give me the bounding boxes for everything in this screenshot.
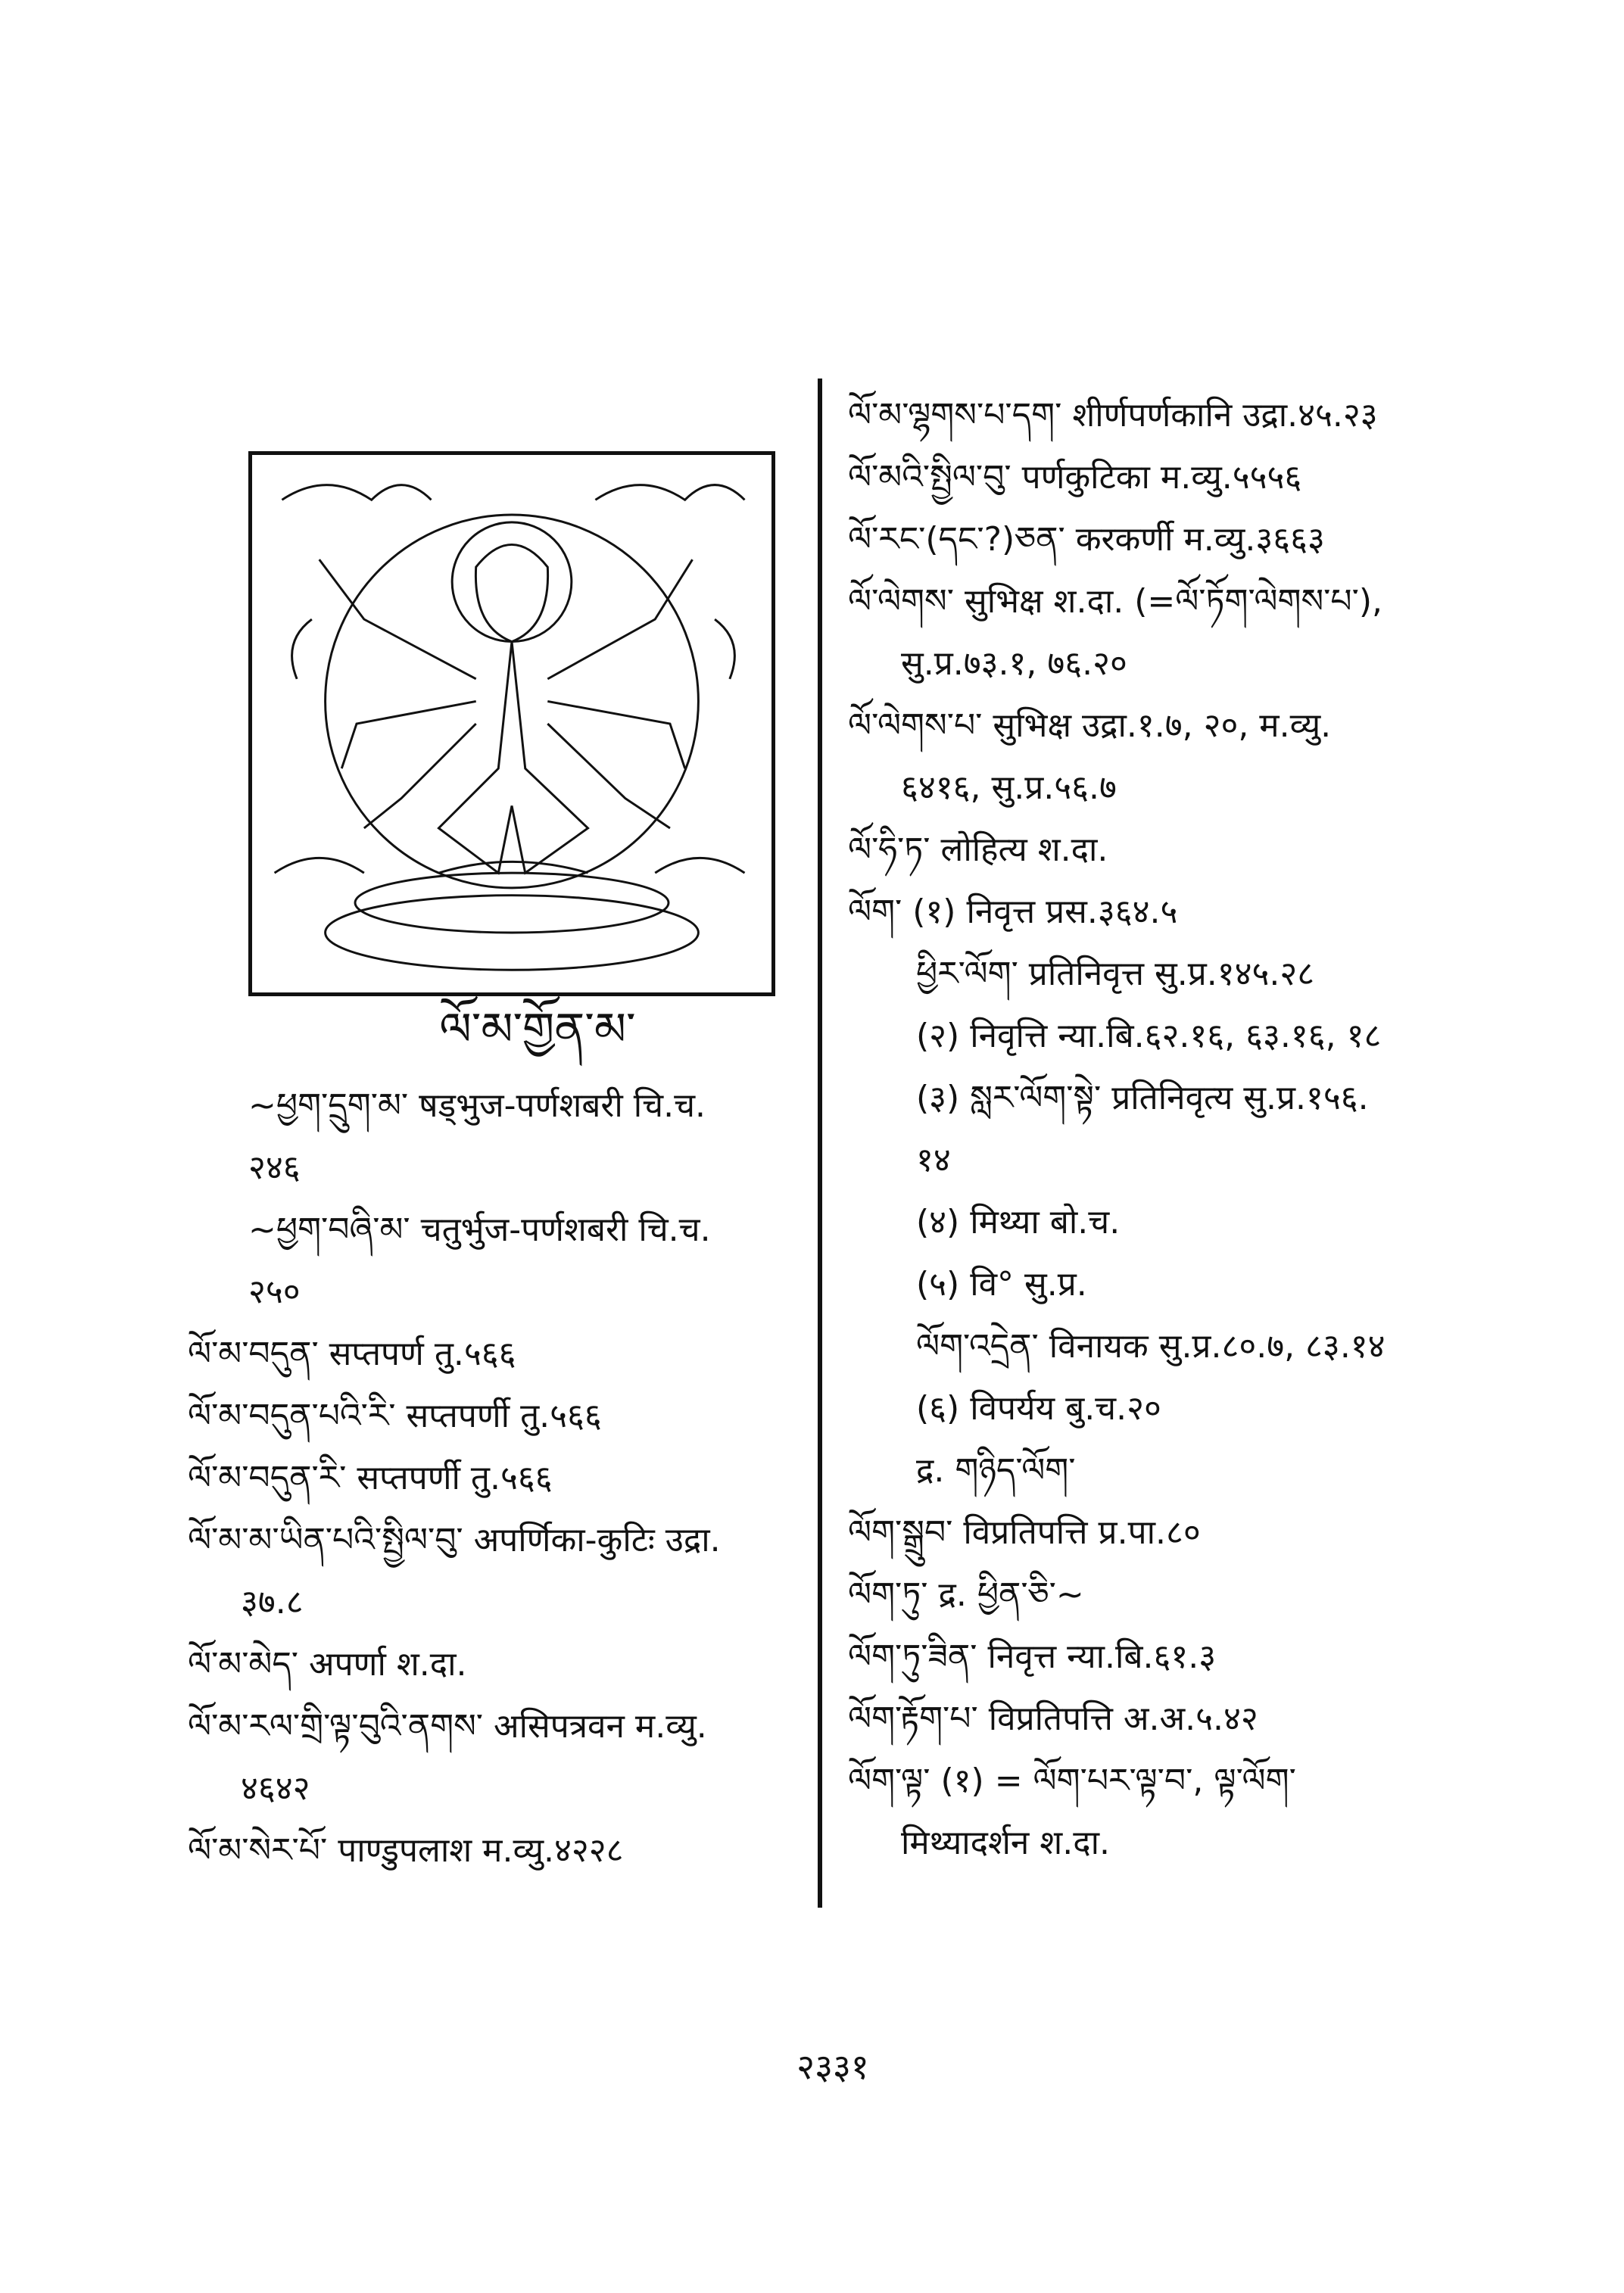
entry-line: ལོ་མ་མ་ཡིན་པའི་སྤྱིལ་བུ་ अपर्णिका-कुटिः उद्रा. <box>188 1521 721 1559</box>
entry-line: ལོ་མ་བདུན་རི་ सप्तपर्णी तु.५६६ <box>188 1459 553 1497</box>
entry-line: ४६४२ <box>241 1769 310 1808</box>
entry-line: ལོ་མའི་སྤྱིལ་བུ་ पर्णकुटिका म.व्यु.५५५६ <box>848 458 1302 497</box>
entry-line: ལོ་ལེགས་པ་ सुभिक्ष उद्रा.१.७, २०, म.व्यु. <box>848 706 1332 745</box>
entry-line: ལོ་མ་མེད་ अपर्णा श.दा. <box>188 1645 467 1684</box>
entry-line: ལོག་ཏུ་ཟིན་ निवृत्त न्या.बि.६१.३ <box>848 1637 1217 1676</box>
entry-line: ལོ་མ་བདུན་ सप्तपर्ण तु.५६६ <box>188 1335 516 1373</box>
column-divider <box>818 379 822 1908</box>
entry-line: ལོག་འདྲེན་ विनायक सु.प्र.८०.७, ८३.१४ <box>916 1327 1386 1366</box>
entry-line: ལོ་རང་(དང་?)ཅན་ करकर्णी म.व्यु.३६६३ <box>848 520 1325 559</box>
entry-line: ལོ་མ་ལྷགས་པ་དག་ शीर्णपर्णकानि उद्रा.४५.२३ <box>848 396 1378 435</box>
entry-line: ~ཕྱག་དྲུག་མ་ षड्भुज-पर्णशबरी चि.च. <box>248 1086 706 1125</box>
entry-line: ལོག་ཏུ་ द्र. ཕྱིན་ཅི་~ <box>848 1575 1084 1614</box>
entry-line: २५० <box>248 1273 301 1311</box>
entry-line: (३) སླར་ལོག་སྟེ་ प्रतिनिवृत्य सु.प्र.१५६. <box>916 1079 1369 1117</box>
deity-illustration <box>248 451 775 996</box>
entry-line: ६४१६, सु.प्र.५६.७ <box>901 768 1117 807</box>
entry-line: २४६ <box>248 1148 301 1187</box>
entry-line: ཕྱིར་ལོག་ प्रतिनिवृत्त सु.प्र.१४५.२८ <box>916 955 1315 993</box>
entry-line: ལོག་སྒྲུབ་ विप्रतिपत्ति प्र.पा.८० <box>848 1513 1201 1552</box>
entry-line: ལོ་ཧི་ཏ་ लोहित्य श.दा. <box>848 830 1108 869</box>
entry-line: (६) विपर्यय बु.च.२० <box>916 1389 1161 1428</box>
entry-line: ३७.८ <box>241 1583 304 1622</box>
parnashabari-figure-image <box>252 455 771 992</box>
entry-line: ལོ་མ་སེར་པོ་ पाण्डुपलाश म.व्यु.४२२८ <box>188 1831 624 1870</box>
entry-line: ལོ་མ་རལ་གྲི་ལྟ་བུའི་ནགས་ असिपत्रवन म.व्यु. <box>188 1707 707 1746</box>
entry-line: (२) निवृत्ति न्या.बि.६२.१६, ६३.१६, १८ <box>916 1017 1382 1055</box>
entry-line: सु.प्र.७३.१, ७६.२० <box>901 644 1127 683</box>
entry-line: (४) मिथ्या बो.च. <box>916 1203 1121 1242</box>
entry-line: (५) वि° सु.प्र. <box>916 1265 1087 1304</box>
entry-line: ལོག་ལྟ་ (१) = ལོག་པར་ལྟ་བ་, ལྟ་ལོག་ <box>848 1762 1296 1800</box>
entry-line: ལོག་རྟོག་པ་ विप्रतिपत्ति अ.अ.५.४२ <box>848 1699 1258 1738</box>
entry-line: ལོག་ (१) निवृत्त प्रस.३६४.५ <box>848 893 1178 931</box>
entry-line: ~ཕྱག་བཞི་མ་ चतुर्भुज-पर्णशबरी चि.च. <box>248 1210 711 1249</box>
illustration-caption: ལོ་མ་གྱོན་མ་ <box>439 1003 636 1056</box>
entry-line: १४ <box>916 1141 951 1179</box>
entry-line: द्र. གཉིད་ལོག་ <box>916 1451 1076 1490</box>
right-column <box>848 385 1514 1874</box>
entry-line: ལོ་ལེགས་ सुभिक्ष श.दा. (=ལོ་ཏོག་ལེགས་པ་), <box>848 582 1382 621</box>
left-column <box>188 1075 793 1882</box>
entry-line: मिथ्यादर्शन श.दा. <box>901 1824 1110 1862</box>
entry-line: ལོ་མ་བདུན་པའི་རི་ सप्तपर्णी तु.५६६ <box>188 1397 602 1435</box>
page-number: २३३१ <box>796 2046 869 2087</box>
